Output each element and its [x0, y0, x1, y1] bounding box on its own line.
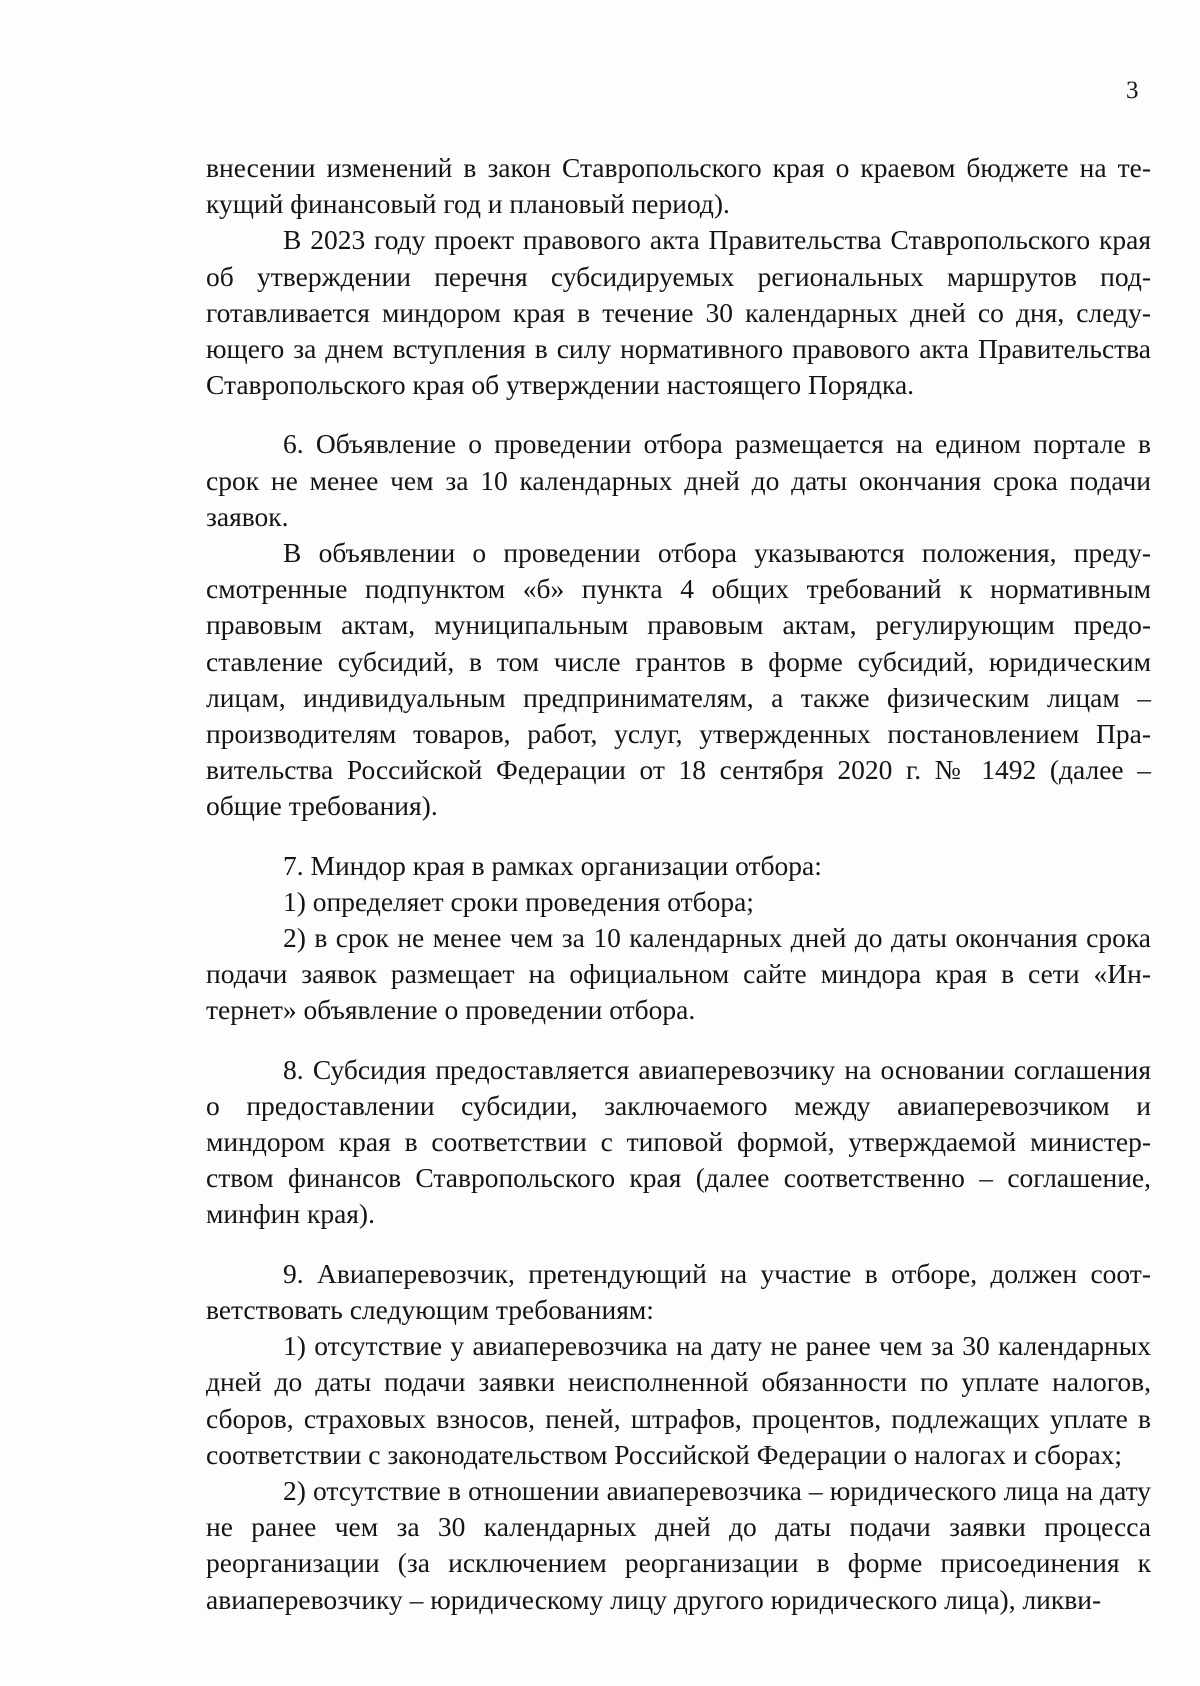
paragraph-item-7-subitem-1: 1) определяет сроки проведения отбора;	[283, 885, 754, 917]
paragraph-item-7-subitem-2: 2) в срок не менее чем за 10 календарных дней до даты окончания срока подачи заявок размещает на официальном сайте миндора края в сети «Интернет» объявление о проведении отбора.	[206, 922, 1151, 1026]
document-body	[206, 150, 1151, 1618]
page-number: 3	[1126, 77, 1139, 104]
section-gap	[206, 825, 1151, 848]
section-gap	[206, 1029, 1151, 1052]
paragraph-item-9-requirements: 9. Авиаперевозчик, претендующий на участие в отборе, должен соответствовать следующим требованиям:	[206, 1257, 1151, 1325]
paragraph-item-6-announcement: 6. Объявление о проведении отбора размещается на едином портале в срок не менее чем за 10 календарных дней до даты окончания срока подачи заявок.	[206, 428, 1151, 532]
paragraph-announcement-contents: В объявлении о проведении отбора указываются положения, предусмотренные подпунктом «б» пункта 4 общих требований к нормативным правовым актам, муниципальным правовым актам, регулирующим предоставление субсидий, в том числе грантов в форме субсидий, юридическим лицам, индивидуальным предпринимателям, а также физическим лицам – производителям товаров, работ, услуг, утвержденных постановлением Правительства Российской Федерации от 18 сентября 2020 г. № 1492 (далее – общие требования).	[206, 537, 1151, 822]
paragraph-budget-law-continuation: внесении изменений в закон Ставропольского края о краевом бюджете на текущий финансовый год и плановый период).	[206, 152, 1151, 220]
paragraph-item-7-organization: 7. Миндор края в рамках организации отбора:	[283, 849, 822, 881]
paragraph-2023-routes-list: В 2023 году проект правового акта Правительства Ставропольского края об утверждении перечня субсидируемых региональных маршрутов подготавливается миндором края в течение 30 календарных дней со дня, следующего за днем вступления в силу нормативного правового акта Правительства Ставропольского края об утверждении настоящего Порядка.	[206, 224, 1151, 401]
paragraph-item-9-subitem-2: 2) отсутствие в отношении авиаперевозчика – юридического лица на дату не ранее чем за 30 календарных дней до даты подачи заявки процесса реорганизации (за исключением реорганизации в форме присоединения к авиаперевозчику – юридическому лицу другого юридического лица), ликви-	[206, 1474, 1151, 1615]
paragraph-item-8-subsidy-agreement: 8. Субсидия предоставляется авиаперевозчику на основании соглашения о предоставлении субсидии, заключаемого между авиаперевозчиком и миндором края в соответствии с типовой формой, утверждаемой министерством финансов Ставропольского края (далее соответственно – соглашение, минфин края).	[206, 1053, 1151, 1230]
section-gap	[206, 1233, 1151, 1256]
section-gap	[206, 403, 1151, 426]
paragraph-item-9-subitem-1: 1) отсутствие у авиаперевозчика на дату не ранее чем за 30 календарных дней до даты подачи заявки неисполненной обязанности по уплате налогов, сборов, страховых взносов, пеней, штрафов, процентов, подлежащих уплате в соответствии с законодательством Российской Федерации о налогах и сборах;	[206, 1330, 1151, 1470]
